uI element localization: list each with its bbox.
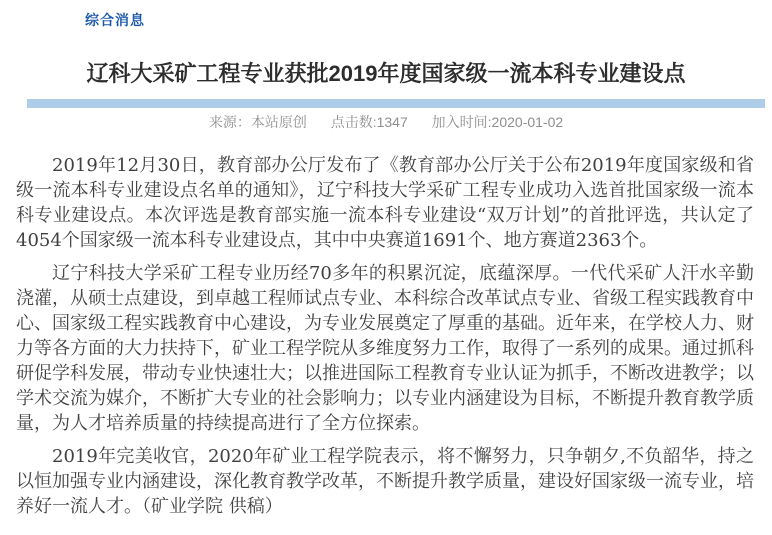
article-paragraph: 辽宁科技大学采矿工程专业历经70多年的积累沉淀，底蕴深厚。一代代采矿人汗水辛勤浇灌，从硕士点建设，到卓越工程师试点专业、本科综合改革试点专业、省级工程实践教育中心、国家级工程实践教育中心建设，为专业发展奠定了厚重的基础。近年来，在学校人力、财力等各方面的大力扶持下，矿业工程学院从多维度努力工作，取得了一系列的成果。通过抓科研促学科发展，带动专业快速壮大；以推进国际工程教育专业认证为抓手，不断改进教学；以学术交流为媒介，不断扩大专业的社会影响力；以专业内涵建设为目标，不断提升教育教学质量，为人才培养质量的持续提高进行了全方位探索。: [16, 263, 754, 434]
meta-source: 来源：本站原创: [208, 114, 307, 130]
breadcrumb: [0, 0, 772, 30]
title-divider: [27, 99, 765, 108]
meta-hits: 点击数:1347: [330, 114, 408, 130]
meta-date: 加入时间:2020-01-02: [431, 114, 564, 130]
category-link[interactable]: 综合消息: [85, 12, 145, 28]
article-paragraph: 2019年12月30日，教育部办公厅发布了《教育部办公厅关于公布2019年度国家级和省级一流本科专业建设点名单的通知》，辽宁科技大学采矿工程专业成功入选首批国家级一流本科专业建设点。本次评选是教育部实施一流本科专业建设“双万计划”的首批评选，共认定了4054个国家级一流本科专业建设点，其中中央赛道1691个、地方赛道2363个。: [16, 155, 754, 251]
article-body: [0, 153, 772, 519]
article-title: 辽科大采矿工程专业获批2019年度国家级一流本科专业建设点: [86, 61, 686, 86]
article-paragraph: 2019年完美收官，2020年矿业工程学院表示，将不懈努力，只争朝夕,不负韶华，持之以恒加强专业内涵建设，深化教育教学改革，不断提升教学质量，建设好国家级一流专业，培养好一流人才。（矿业学院 供稿）: [16, 446, 754, 517]
article-meta: [0, 113, 772, 131]
